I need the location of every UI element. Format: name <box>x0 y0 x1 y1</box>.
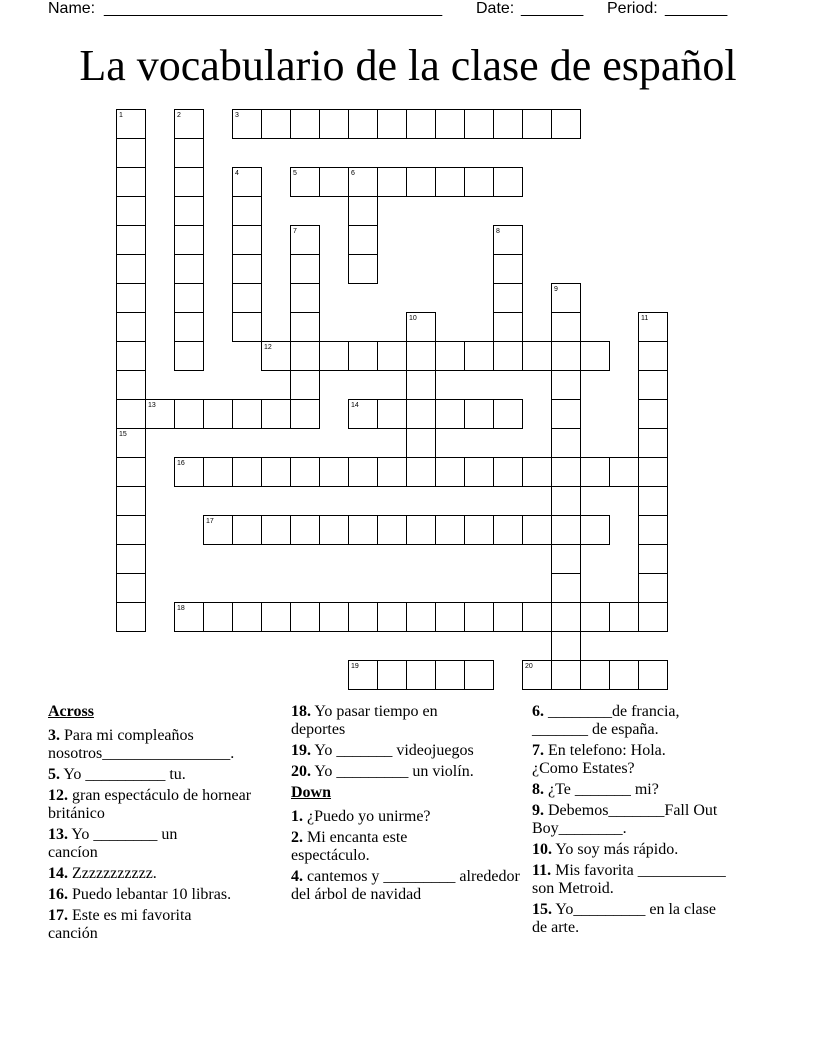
crossword-cell[interactable] <box>291 342 320 371</box>
crossword-cell[interactable] <box>552 458 581 487</box>
crossword-cell[interactable] <box>233 515 262 545</box>
crossword-cell[interactable] <box>552 603 581 632</box>
crossword-cell[interactable] <box>175 399 204 429</box>
crossword-cell[interactable] <box>465 341 494 371</box>
clue-down-15: 15. Yo_________ en la clase de arte. <box>532 901 716 936</box>
clue-across-13: 13. Yo ________ un cancíon <box>48 826 178 861</box>
crossword-cell[interactable] <box>638 574 668 603</box>
crossword-cell[interactable] <box>407 458 436 487</box>
crossword-cell[interactable] <box>378 399 407 429</box>
crossword-cell[interactable] <box>493 284 523 313</box>
crossword-cell[interactable] <box>494 457 523 487</box>
crossword-cell[interactable] <box>262 457 291 487</box>
crossword-cell[interactable] <box>262 399 291 429</box>
crossword-cell[interactable] <box>638 371 668 400</box>
clue-down-6: 6. ________de francia, _______ de españa. <box>532 703 680 738</box>
clue-across-18: 18. Yo pasar tiempo en deportes <box>291 703 438 738</box>
clue-down-2: 2. Mi encanta este espectáculo. <box>291 829 408 864</box>
crossword-cell[interactable] <box>551 545 581 574</box>
clue-number-label: 3 <box>235 112 239 119</box>
crossword-cell[interactable] <box>174 168 204 197</box>
crossword-cell[interactable] <box>523 457 552 487</box>
crossword-cell[interactable] <box>320 341 349 371</box>
crossword-cell[interactable] <box>551 429 581 458</box>
crossword-cell[interactable] <box>552 661 581 690</box>
crossword-cell[interactable] <box>378 167 407 197</box>
crossword-cell[interactable] <box>116 574 146 603</box>
crossword-cell[interactable] <box>204 457 233 487</box>
crossword-cell[interactable] <box>378 109 407 139</box>
crossword-cell[interactable] <box>291 109 320 139</box>
crossword-cell[interactable] <box>523 602 552 632</box>
crossword-cell[interactable] <box>116 516 146 545</box>
clue-number-label: 8 <box>496 228 500 235</box>
crossword-cell[interactable] <box>320 167 349 197</box>
crossword-cell[interactable] <box>465 602 494 632</box>
crossword-cell[interactable] <box>638 545 668 574</box>
across-heading: Across <box>48 703 94 720</box>
clue-across-14: 14. Zzzzzzzzzzz. <box>48 865 157 882</box>
crossword-cell[interactable] <box>116 545 146 574</box>
crossword-cell[interactable] <box>551 632 581 661</box>
crossword-cell[interactable] <box>407 400 436 429</box>
clue-number-label: 14 <box>351 402 359 409</box>
crossword-cell[interactable] <box>552 109 581 139</box>
crossword-cell[interactable] <box>232 226 262 255</box>
crossword-cell[interactable] <box>116 139 146 168</box>
crossword-cell[interactable] <box>523 515 552 545</box>
crossword-cell[interactable] <box>407 515 436 545</box>
crossword-cell[interactable] <box>581 602 610 632</box>
crossword-cell[interactable] <box>436 457 465 487</box>
clue-number-label: 12 <box>264 344 272 351</box>
clue-across-19: 19. Yo _______ videojuegos <box>291 742 474 759</box>
clue-number-label: 9 <box>554 286 558 293</box>
crossword-cell[interactable] <box>552 342 581 371</box>
crossword-cell[interactable] <box>320 109 349 139</box>
clue-number-label: 20 <box>525 663 533 670</box>
crossword-cell[interactable] <box>465 660 494 690</box>
crossword-cell[interactable] <box>494 602 523 632</box>
clue-number-label: 2 <box>177 112 181 119</box>
date-label: Date: <box>476 0 515 17</box>
crossword-cell[interactable] <box>465 399 494 429</box>
crossword-cell[interactable] <box>174 197 204 226</box>
crossword-cell[interactable] <box>436 515 465 545</box>
crossword-cell[interactable] <box>174 342 204 371</box>
crossword-cell[interactable] <box>465 109 494 139</box>
crossword-cell[interactable] <box>551 313 581 342</box>
clue-number-label: 10 <box>409 315 417 322</box>
clue-across-5: 5. Yo __________ tu. <box>48 766 186 783</box>
crossword-cell[interactable] <box>407 602 436 632</box>
clue-down-10: 10. Yo soy más rápido. <box>532 841 679 858</box>
crossword-cell[interactable] <box>436 399 465 429</box>
crossword-cell[interactable] <box>493 313 523 342</box>
clue-number-label: 15 <box>119 431 127 438</box>
crossword-cell[interactable] <box>291 400 320 429</box>
crossword-cell[interactable] <box>320 457 349 487</box>
crossword-cell[interactable] <box>290 284 320 313</box>
crossword-cell[interactable] <box>551 400 581 429</box>
crossword-cell[interactable] <box>523 109 552 139</box>
crossword-cell[interactable] <box>232 197 262 226</box>
crossword-cell[interactable] <box>638 342 668 371</box>
page-title: La vocabulario de la clase de español <box>79 41 737 90</box>
crossword-cell[interactable] <box>465 167 494 197</box>
crossword-cell[interactable] <box>610 660 639 690</box>
crossword-cell[interactable] <box>610 602 639 632</box>
crossword-cell[interactable] <box>262 109 291 139</box>
crossword-cell[interactable] <box>116 168 146 197</box>
crossword-cell[interactable] <box>581 341 610 371</box>
period-blank[interactable]: _______ <box>665 0 728 17</box>
clue-number-label: 11 <box>641 315 649 322</box>
crossword-cell[interactable] <box>232 255 262 284</box>
crossword-cell[interactable] <box>378 341 407 371</box>
crossword-cell[interactable] <box>348 226 378 255</box>
crossword-cell[interactable] <box>174 284 204 313</box>
crossword-cell[interactable] <box>465 457 494 487</box>
clue-number-label: 7 <box>293 228 297 235</box>
clue-down-11: 11. Mis favorita ___________ son Metroid. <box>532 862 726 897</box>
clue-across-12: 12. gran espectáculo de hornear británico <box>48 787 252 822</box>
crossword-cell[interactable] <box>116 255 146 284</box>
crossword-cell[interactable] <box>204 399 233 429</box>
clue-number-label: 19 <box>351 663 359 670</box>
crossword-cell[interactable] <box>610 457 639 487</box>
clue-number-label: 4 <box>235 170 239 177</box>
crossword-cell[interactable] <box>639 660 668 690</box>
clue-number-label: 16 <box>177 460 185 467</box>
period-label: Period: <box>607 0 658 17</box>
crossword-cell[interactable] <box>349 109 378 139</box>
crossword-cell[interactable] <box>291 457 320 487</box>
crossword-cell[interactable] <box>378 515 407 545</box>
crossword-cell[interactable] <box>638 487 668 516</box>
crossword-cell[interactable] <box>378 660 407 690</box>
crossword-cell[interactable] <box>348 255 378 284</box>
crossword-cell[interactable] <box>436 660 465 690</box>
crossword-cell[interactable] <box>348 197 378 226</box>
crossword-cell[interactable] <box>465 515 494 545</box>
crossword-cell[interactable] <box>407 660 436 690</box>
crossword-cell[interactable] <box>436 602 465 632</box>
clues-column-2 <box>291 703 525 907</box>
clue-number-label: 5 <box>293 170 297 177</box>
crossword-cell[interactable] <box>174 226 204 255</box>
crossword-cell[interactable] <box>494 167 523 197</box>
crossword-cell[interactable] <box>290 255 320 284</box>
crossword-cell[interactable] <box>378 457 407 487</box>
crossword-cell[interactable] <box>291 515 320 545</box>
crossword-cell[interactable] <box>407 342 436 371</box>
crossword-cell[interactable] <box>436 109 465 139</box>
name-blank[interactable]: ______________________________________ <box>104 0 443 17</box>
crossword-cell[interactable] <box>436 167 465 197</box>
crossword-cell[interactable] <box>494 342 523 371</box>
clue-number-label: 13 <box>148 402 156 409</box>
crossword-cell[interactable] <box>551 574 581 603</box>
crossword-cell[interactable] <box>638 400 668 429</box>
clue-number-label: 17 <box>206 518 214 525</box>
crossword-cell[interactable] <box>290 371 320 400</box>
crossword-cell[interactable] <box>581 660 610 690</box>
crossword-cell[interactable] <box>523 341 552 371</box>
crossword-cell[interactable] <box>116 458 146 487</box>
crossword-cell[interactable] <box>581 457 610 487</box>
crossword-cell[interactable] <box>232 284 262 313</box>
crossword-cell[interactable] <box>378 602 407 632</box>
crossword-cell[interactable] <box>551 371 581 400</box>
clue-down-1: 1. ¿Puedo yo unirme? <box>291 808 431 825</box>
crossword-cell[interactable] <box>581 515 610 545</box>
crossword-cell[interactable] <box>290 313 320 342</box>
clues-column-3 <box>532 703 747 940</box>
crossword-cell[interactable] <box>204 602 233 632</box>
crossword-cell[interactable] <box>262 602 291 632</box>
crossword-cell[interactable] <box>233 457 262 487</box>
clue-across-3: 3. Para mi compleaños nosotros________________. <box>48 727 235 762</box>
crossword-cell[interactable] <box>494 109 523 139</box>
crossword-cell[interactable] <box>494 515 523 545</box>
crossword-cell[interactable] <box>349 457 378 487</box>
clue-down-7: 7. En telefono: Hola. ¿Como Estates? <box>532 742 666 777</box>
crossword-cell[interactable] <box>116 342 146 371</box>
crossword-cell[interactable] <box>116 603 146 632</box>
clue-number-label: 6 <box>351 170 355 177</box>
clue-number-label: 1 <box>119 112 123 119</box>
crossword-cell[interactable] <box>174 313 204 342</box>
clue-down-9: 9. Debemos_______Fall Out Boy________. <box>532 802 718 837</box>
crossword-cell[interactable] <box>349 341 378 371</box>
crossword-cell[interactable] <box>552 516 581 545</box>
crossword-cell[interactable] <box>116 371 146 400</box>
clue-down-4: 4. cantemos y _________ alrededor del árbol de navidad <box>291 868 520 903</box>
crossword-cell[interactable] <box>436 341 465 371</box>
crossword-cell[interactable] <box>494 399 523 429</box>
clue-down-8: 8. ¿Te _______ mi? <box>532 781 659 798</box>
crossword-cell[interactable] <box>406 371 436 400</box>
crossword-cell[interactable] <box>116 487 146 516</box>
crossword-cell[interactable] <box>349 515 378 545</box>
crossword-cell[interactable] <box>406 429 436 458</box>
crossword-cell[interactable] <box>638 516 668 545</box>
crossword-cell[interactable] <box>174 255 204 284</box>
crossword-cell[interactable] <box>232 313 262 342</box>
clue-across-20: 20. Yo _________ un violín. <box>291 763 474 780</box>
crossword-cell[interactable] <box>116 226 146 255</box>
clue-across-16: 16. Puedo lebantar 10 libras. <box>48 886 232 903</box>
crossword-cell[interactable] <box>116 197 146 226</box>
crossword-cell[interactable] <box>116 284 146 313</box>
clues-column-1 <box>48 703 278 946</box>
down-heading: Down <box>291 784 332 801</box>
crossword-cell[interactable] <box>551 487 581 516</box>
clue-number-label: 18 <box>177 605 185 612</box>
crossword-cell[interactable] <box>349 602 378 632</box>
crossword-cell[interactable] <box>233 399 262 429</box>
crossword-cell[interactable] <box>407 167 436 197</box>
crossword-cell[interactable] <box>291 602 320 632</box>
crossword-cell[interactable] <box>233 602 262 632</box>
crossword-cell[interactable] <box>320 602 349 632</box>
date-blank[interactable]: _______ <box>521 0 584 17</box>
crossword-cell[interactable] <box>407 109 436 139</box>
name-label: Name: <box>48 0 96 17</box>
crossword-cell[interactable] <box>262 515 291 545</box>
crossword-cell[interactable] <box>493 255 523 284</box>
crossword-cell[interactable] <box>116 400 146 429</box>
crossword-cell[interactable] <box>639 458 668 487</box>
crossword-cell[interactable] <box>320 515 349 545</box>
crossword-cell[interactable] <box>639 603 668 632</box>
clue-across-17: 17. Este es mi favorita canción <box>48 907 192 942</box>
crossword-cell[interactable] <box>116 313 146 342</box>
crossword-cell[interactable] <box>174 139 204 168</box>
crossword-cell[interactable] <box>638 429 668 458</box>
